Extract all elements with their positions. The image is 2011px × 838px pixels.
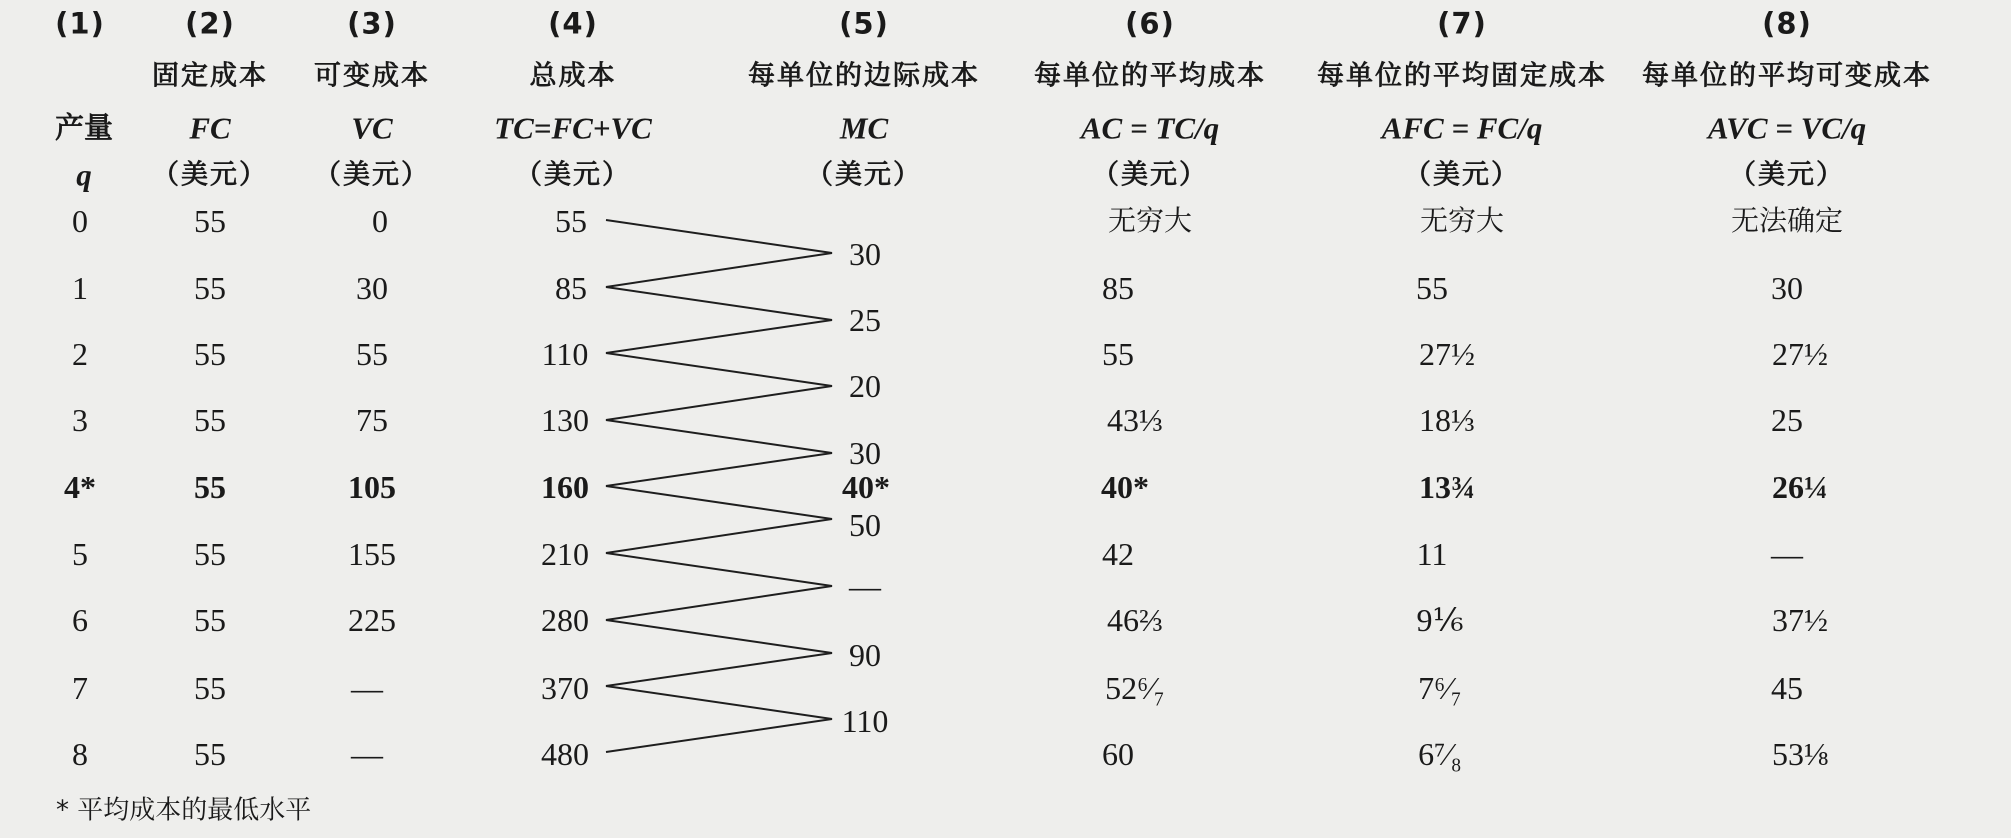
- cell-afc: 55: [1416, 270, 1448, 306]
- cell-ac: 60: [1102, 736, 1134, 772]
- col-q-label: q: [76, 157, 92, 193]
- cell-vc: 55: [356, 336, 388, 372]
- col-symbol-avc: AVC = VC/q: [1707, 110, 1867, 146]
- col-symbol-afc: AFC = FC/q: [1381, 110, 1543, 146]
- col-symbol-vc: VC: [351, 110, 393, 146]
- cell-avc: 无法确定: [1730, 204, 1844, 237]
- cell-tc: 210: [541, 536, 589, 572]
- col-number-3: (3): [347, 6, 397, 41]
- cell-fc: 55: [194, 336, 226, 372]
- col-title-average-fixed-cost: 每单位的平均固定成本: [1317, 60, 1607, 92]
- cell-ac: 无穷大: [1107, 204, 1193, 237]
- cell-vc: 225: [348, 602, 396, 638]
- cell-afc: 18⅓: [1419, 402, 1475, 438]
- cell-tc: 55: [555, 203, 587, 239]
- cell-avc: 53⅛: [1772, 736, 1828, 772]
- col-title-fixed-cost: 固定成本: [152, 60, 268, 92]
- mc-value: 30: [849, 236, 881, 272]
- col-number-1: (1): [55, 6, 105, 41]
- cell-vc: 155: [348, 536, 396, 572]
- cell-ac: 43⅓: [1107, 402, 1163, 438]
- cell-q: 0: [72, 203, 88, 239]
- cell-afc: 7⁶⁄₇: [1418, 670, 1462, 706]
- mc-value: 50: [849, 507, 881, 543]
- cell-q: 1: [72, 270, 88, 306]
- col-title-average-variable-cost: 每单位的平均可变成本: [1642, 60, 1932, 92]
- cell-ac: 85: [1102, 270, 1134, 306]
- cell-q: 2: [72, 336, 88, 372]
- cell-avc: 27½: [1772, 336, 1828, 372]
- cell-fc: 55: [194, 536, 226, 572]
- cell-afc: 11: [1416, 536, 1448, 572]
- cell-q: 7: [72, 670, 88, 706]
- cell-q: 3: [72, 402, 88, 438]
- col-number-4: (4): [548, 6, 598, 41]
- cell-fc: 55: [194, 602, 226, 638]
- unit-label-afc: （美元）: [1404, 159, 1520, 191]
- cell-ac: 46⅔: [1107, 602, 1163, 638]
- cell-vc: 30: [356, 270, 388, 306]
- mc-minimum-value: 40*: [842, 469, 890, 505]
- cell-avc: —: [1771, 536, 1803, 572]
- col-number-6: (6): [1125, 6, 1175, 41]
- cell-fc: 55: [194, 670, 226, 706]
- cell-tc: 160: [541, 469, 589, 505]
- unit-label-vc: （美元）: [314, 159, 430, 191]
- cell-tc: 280: [541, 602, 589, 638]
- col-symbol-mc: MC: [839, 110, 889, 146]
- cell-afc: 6⁷⁄₈: [1418, 736, 1462, 772]
- col-title-marginal-cost: 每单位的边际成本: [748, 60, 980, 92]
- col-title-average-cost: 每单位的平均成本: [1034, 60, 1266, 92]
- unit-label-fc: （美元）: [152, 159, 268, 191]
- mc-value: 110: [841, 703, 889, 739]
- cell-avc: 26¼: [1772, 469, 1828, 505]
- cell-q: 5: [72, 536, 88, 572]
- unit-label-ac: （美元）: [1092, 159, 1208, 191]
- cell-vc: 105: [348, 469, 396, 505]
- col-title-total-cost: 总成本: [529, 60, 617, 92]
- cell-afc: 27½: [1419, 336, 1475, 372]
- mc-value: 30: [849, 435, 881, 471]
- col-number-7: (7): [1437, 6, 1487, 41]
- col-symbol-output: 产量: [54, 110, 114, 145]
- cell-tc: 370: [541, 670, 589, 706]
- cell-afc: 9⅙: [1416, 602, 1464, 638]
- col-symbol-tc: TC=FC+VC: [494, 110, 652, 146]
- mc-value: 90: [849, 637, 881, 673]
- cell-avc: 37½: [1772, 602, 1828, 638]
- cell-fc: 55: [194, 736, 226, 772]
- cell-tc: 110: [541, 336, 589, 372]
- cell-q: 8: [72, 736, 88, 772]
- cell-ac: 52⁶⁄₇: [1105, 670, 1165, 706]
- mc-value: —: [849, 568, 881, 604]
- unit-label-mc: （美元）: [806, 159, 922, 191]
- cell-q: 4*: [64, 469, 96, 505]
- cell-ac: 42: [1102, 536, 1134, 572]
- cell-vc: 75: [356, 402, 388, 438]
- cell-vc: —: [351, 670, 383, 706]
- cell-tc: 480: [541, 736, 589, 772]
- col-symbol-ac: AC = TC/q: [1080, 110, 1220, 146]
- mc-value: 25: [849, 302, 881, 338]
- col-number-8: (8): [1762, 6, 1812, 41]
- col-number-2: (2): [185, 6, 235, 41]
- mc-value: 20: [849, 368, 881, 404]
- footnote: * 平均成本的最低水平: [56, 795, 312, 826]
- cell-vc: —: [351, 736, 383, 772]
- cell-afc: 无穷大: [1419, 204, 1505, 237]
- cell-tc: 85: [555, 270, 587, 306]
- cell-ac: 40*: [1101, 469, 1149, 505]
- cell-fc: 55: [194, 402, 226, 438]
- cell-avc: 25: [1771, 402, 1803, 438]
- unit-label-tc: （美元）: [515, 159, 631, 191]
- cell-ac: 55: [1102, 336, 1134, 372]
- cell-fc: 55: [194, 270, 226, 306]
- col-symbol-fc: FC: [189, 110, 231, 146]
- cell-q: 6: [72, 602, 88, 638]
- cell-tc: 130: [541, 402, 589, 438]
- unit-label-avc: （美元）: [1729, 159, 1845, 191]
- cell-fc: 55: [194, 203, 226, 239]
- cell-avc: 45: [1771, 670, 1803, 706]
- cell-vc: 0: [372, 203, 388, 239]
- cell-afc: 13¾: [1419, 469, 1475, 505]
- cell-avc: 30: [1771, 270, 1803, 306]
- col-title-variable-cost: 可变成本: [314, 60, 430, 92]
- col-number-5: (5): [839, 6, 889, 41]
- cell-fc: 55: [194, 469, 226, 505]
